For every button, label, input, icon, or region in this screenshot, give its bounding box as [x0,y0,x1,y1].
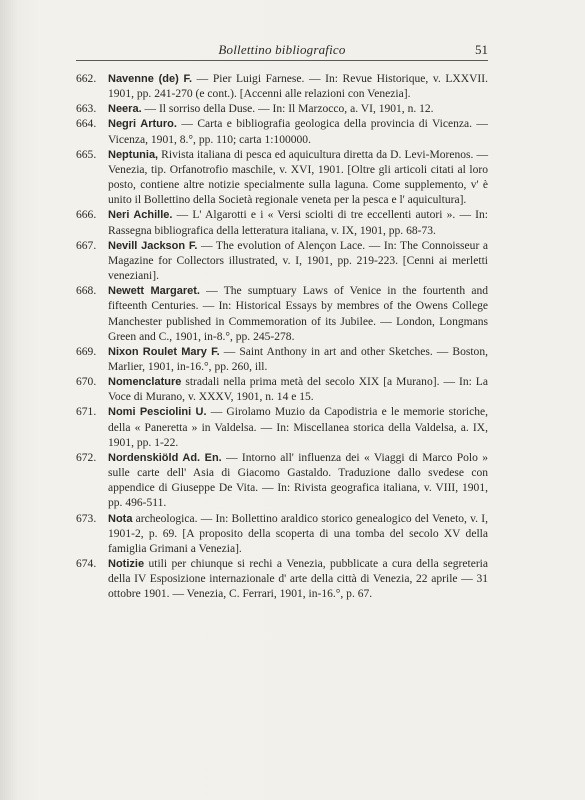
entry-number: 670. [76,376,97,389]
entry-number: 666. [76,209,97,222]
entry-author: Nordenskiöld Ad. En. [108,451,222,464]
entry-author: Newett Margaret. [108,285,200,298]
entry-text: — Carta e bibliografia geologica della provincia di Vicenza. — Vicenza, 1901, 8.°, pp. 110; carta 1:100000. [108,118,488,146]
entry-number: 672. [76,451,97,464]
bibliography-entry [76,375,488,405]
bibliography-entry [76,284,488,345]
entry-text: — Pier Luigi Farnese. — In: Revue Historique, v. LXXVII. 1901, pp. 241-270 (e cont.). [Accenni alle relazioni con Venezia]. [108,73,489,101]
bibliography-entry [76,405,488,450]
bibliography-entry [76,72,488,102]
entry-text: archeologica. — In: Bollettino araldico storico genealogico del Veneto, v. I, 1901-2, p. 69. [A proposito della scoperta di una tomba del secolo XV della famiglia Grimani a Venezia]. [108,512,488,555]
entry-text: — L' Algarotti e i « Versi sciolti di tre eccellenti autori ». — In: Rassegna bibliografica della letteratura italiana, v. IX, 1901, pp. 68-73. [108,209,489,237]
entry-author: Nixon Roulet Mary F. [108,345,220,358]
bibliography-entry [76,345,488,375]
entry-text: Rivista italiana di pesca ed aquicultura diretta da D. Levi-Morenos. — Venezia, tip. Orfanotrofio maschile, v. XVI, 1901. [Oltre gli articoli citati al loro posto, contiene altre notizie specialmente sulla laguna. Come supplemento, v' è unito il Bollettino della Società regionale veneta per la pesca e l' aquicultura]. [108,148,488,207]
entry-author: Neera. [108,103,142,116]
entry-text: utili per chiunque si rechi a Venezia, pubblicate a cura della segreteria della IV Esposizione internazionale d' arte della città di Venezia, 22 aprile — 31 ottobre 1901. — Venezia, C. Ferrari, 1901, in-16.°, p. 67. [108,558,488,601]
entry-number: 668. [76,285,97,298]
bibliography-entry [76,512,488,557]
entry-number: 669. [76,345,97,358]
entry-text: — Il sorriso della Duse. — In: Il Marzocco, a. VI, 1901, n. 12. [141,103,434,116]
entry-text: — The sumptuary Laws of Venice in the fourtenth and fifteenth Centuries. — In: Historical Essays by membres of the Owens College Manchester published in Commemoration of its Jubilee. — London, Longmans Green and C., 1901, in-8.°, pp. 245-278. [108,285,489,343]
page-number: 51 [475,42,488,57]
entry-number: 673. [76,512,97,525]
entry-author: Neptunia, [108,148,159,161]
bibliography-entry [76,102,488,117]
bibliography-entry [76,148,488,209]
entry-text: — Girolamo Muzio da Capodistria e le memorie storiche, della « Paneretta » in Valdelsa. — In: Miscellanea storica della Valdelsa, a. IX, 1901, pp. 1-22. [108,406,489,449]
running-title: Bollettino bibliografico [218,42,346,57]
entry-number: 664. [76,118,97,131]
entry-text: — Saint Anthony in art and other Sketches. — Boston, Marlier, 1901, in-16.°, pp. 260, ill. [108,345,488,373]
entry-number: 667. [76,239,97,252]
bibliography-entry [76,208,488,238]
entry-number: 674. [76,558,97,570]
bibliography-entries [76,72,488,602]
entry-author: Navenne (de) F. [108,73,193,85]
entry-text: stradali nella prima metà del secolo XIX [a Murano]. — In: La Voce di Murano, v. XXXV, 1901, n. 14 e 15. [108,376,488,404]
entry-text: — The evolution of Alençon Lace. — In: The Connoisseur a Magazine for Collectors illustrated, v. I, 1901, pp. 219-223. [Cenni ai merletti veneziani]. [108,239,488,283]
entry-text: — Intorno all' influenza dei « Viaggi di Marco Polo » sulle carte dell' Asia di Giacomo Gastaldo. Traduzione dallo svedese con appendice di Giuseppe De Vita. — In: Rivista geografica italiana, v. VIII, 1901, pp. 496-511. [108,451,488,510]
entry-author: Nomenclature [108,376,182,389]
bibliography-entry [76,239,488,284]
entry-author: Notizie [108,558,145,570]
entry-number: 671. [76,406,97,419]
bibliography-entry [76,557,488,602]
entry-author: Negri Arturo. [108,118,177,131]
entry-number: 663. [76,103,97,116]
entry-author: Neri Achille. [108,209,173,222]
entry-author: Nota [108,512,133,525]
bibliography-entry [76,451,488,512]
entry-author: Nomi Pesciolini U. [108,406,207,419]
entry-number: 665. [76,148,97,161]
page-header [76,40,488,61]
entry-author: Nevill Jackson F. [108,239,198,252]
entry-number: 662. [76,73,97,85]
bibliography-entry [76,117,488,147]
